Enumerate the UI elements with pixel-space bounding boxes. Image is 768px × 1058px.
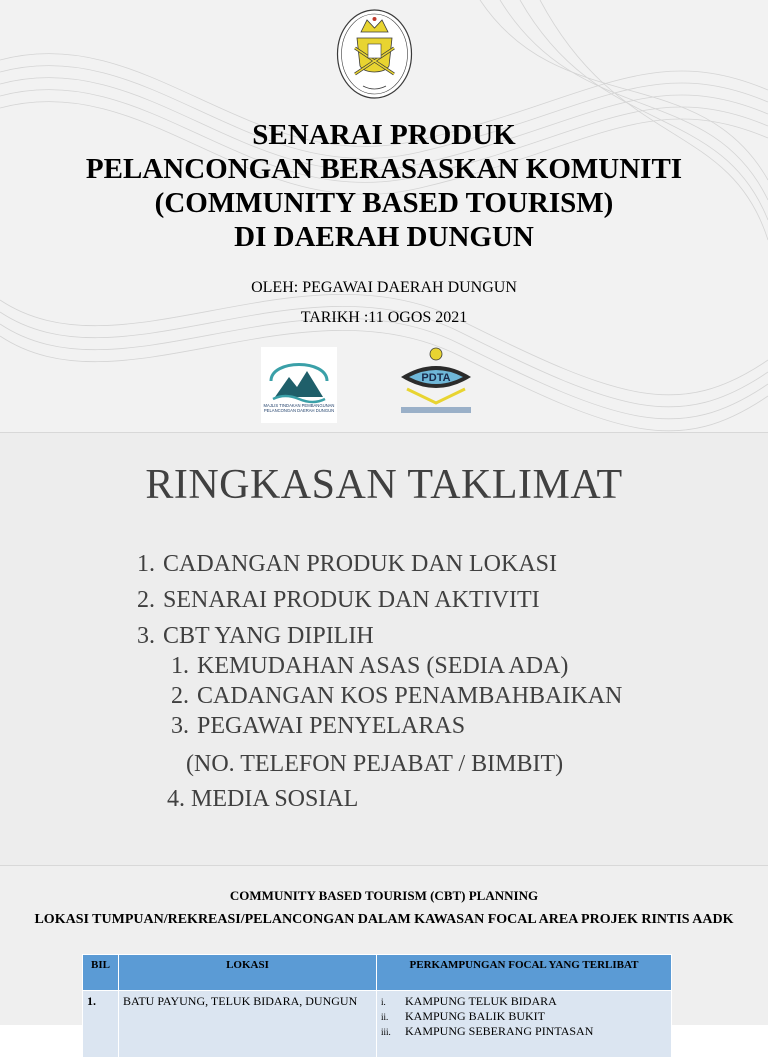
agenda-note: (NO. TELEFON PEJABAT / BIMBIT) [186, 751, 564, 777]
cbt-planning-slide [0, 865, 768, 1038]
column-header-lokasi: LOKASI [119, 955, 377, 991]
title-line-1: SENARAI PRODUK [252, 119, 516, 151]
agenda-subitem-2 [171, 683, 622, 710]
focal-location-table [82, 954, 672, 1058]
cell-villages [377, 991, 672, 1058]
majlis-logo-text-1: MAJLIS TINDAKAN PEMBANGUNAN [263, 403, 335, 408]
agenda-item-text: CADANGAN PRODUK DAN LOKASI [163, 551, 558, 577]
village-number: iii. [381, 1027, 391, 1037]
agenda-item-number: 3. [137, 623, 155, 649]
cell-lokasi: BATU PAYUNG, TELUK BIDARA, DUNGUN [119, 991, 377, 1058]
agenda-subitem-1 [171, 653, 568, 680]
village-name: KAMPUNG SEBERANG PINTASAN [405, 1024, 594, 1038]
column-header-perkampungan: PERKAMPUNGAN FOCAL YANG TERLIBAT [377, 955, 672, 991]
title-line-2: PELANCONGAN BERASASKAN KOMUNITI [85, 153, 683, 185]
agenda-subitem-number: 2. [171, 683, 189, 709]
majlis-tindakan-logo [261, 347, 337, 423]
village-list [381, 994, 667, 1039]
agenda-item-number: 1. [137, 551, 155, 577]
village-item [381, 1024, 667, 1039]
title-slide [0, 0, 768, 432]
agenda-subitem-number: 3. [171, 713, 189, 739]
focal-area-heading: LOKASI TUMPUAN/REKREASI/PELANCONGAN DALAM KAWASAN FOCAL AREA PROJEK RINTIS AADK [34, 912, 734, 927]
pdta-logo-text: PDTA [421, 372, 451, 384]
summary-slide [0, 432, 768, 865]
agenda-subitem-text: PEGAWAI PENYELARAS [197, 713, 466, 739]
agenda-item-1 [137, 551, 557, 578]
column-header-bil: BIL [83, 955, 119, 991]
pdta-logo [397, 345, 475, 419]
title-line-4: DI DAERAH DUNGUN [234, 221, 534, 253]
cbt-planning-heading: COMMUNITY BASED TOURISM (CBT) PLANNING [229, 888, 539, 903]
presenter-line: OLEH: PEGAWAI DAERAH DUNGUN [251, 279, 517, 296]
agenda-item-number: 2. [137, 587, 155, 613]
village-item [381, 1009, 667, 1024]
agenda-subitem-text: KEMUDAHAN ASAS (SEDIA ADA) [197, 653, 569, 679]
terengganu-crest-logo [335, 8, 414, 101]
cell-bil: 1. [83, 991, 119, 1058]
table-header-row [83, 955, 672, 991]
village-name: KAMPUNG BALIK BUKIT [405, 1009, 545, 1023]
table-row [83, 991, 672, 1058]
agenda-subitem-3 [171, 713, 465, 740]
village-number: i. [381, 997, 386, 1007]
title-block [0, 118, 768, 254]
title-line-3: (COMMUNITY BASED TOURISM) [154, 187, 614, 219]
agenda-item-text: CBT YANG DIPILIH [163, 623, 374, 649]
village-name: KAMPUNG TELUK BIDARA [405, 994, 557, 1008]
village-number: ii. [381, 1012, 389, 1022]
agenda-item-2 [137, 587, 540, 614]
agenda-item-text: SENARAI PRODUK DAN AKTIVITI [163, 587, 540, 613]
majlis-logo-text-2: PELANCONGAN DAERAH DUNGUN [263, 408, 335, 413]
village-item [381, 994, 667, 1009]
agenda-item-3 [137, 623, 374, 650]
date-line: TARIKH :11 OGOS 2021 [300, 309, 468, 326]
agenda-subitem-4: 4. MEDIA SOSIAL [167, 786, 359, 812]
agenda-list [0, 433, 768, 865]
summary-title: RINGKASAN TAKLIMAT [145, 462, 623, 508]
agenda-subitem-number: 1. [171, 653, 189, 679]
agenda-subitem-text: CADANGAN KOS PENAMBAHBAIKAN [197, 683, 623, 709]
